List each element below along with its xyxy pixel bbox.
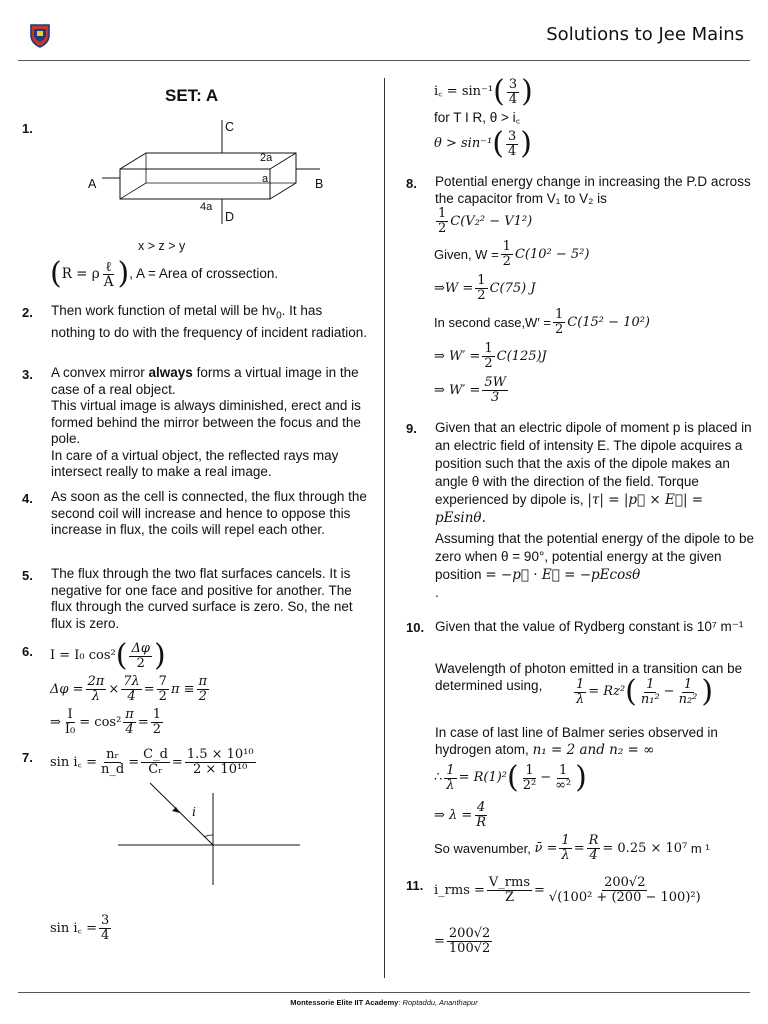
refraction-diagram xyxy=(110,775,310,890)
q10-rydberg-text: Given that the value of Rydberg constant is 10⁷ m⁻¹ xyxy=(435,619,744,634)
theta-condition: θ > sin⁻¹ ( $\frac{3}{4}$ ) xyxy=(434,126,532,161)
q10-wavelength-text: Wavelength of photon emitted in a transition can be determined using, xyxy=(435,661,743,693)
question-number: 5. xyxy=(22,568,33,583)
label-4a: 4a xyxy=(200,201,213,213)
q4-answer: As soon as the cell is connected, the flux through the second coil will increase and hence to oppose this increase in flux, the coils will repel each other. xyxy=(51,489,367,537)
q3-answer: A convex mirror always forms a virtual image in the case of a real object. This virtual image is always diminished, erect and is formed behind the mirror between the focus and the pole. In care of a virtual object, the reflected rays may intersect really to make a real image. xyxy=(51,365,361,479)
q10-balmer-text: In case of last line of Balmer series observed in hydrogen atom, n₁ = 2 and n₂ = ∞ xyxy=(435,725,718,758)
question-number: 6. xyxy=(22,644,33,659)
label-a-small: a xyxy=(262,173,269,185)
q8-text: Potential energy change in increasing the P.D across the capacitor from V₁ to V₂ is xyxy=(435,174,751,206)
page-header xyxy=(0,0,768,60)
footer-rule xyxy=(18,992,750,993)
q8-w2-result: ⇒ W′ = $\frac{1}{2}$ C(125)J xyxy=(434,341,547,371)
question-number: 10. xyxy=(406,620,425,635)
critical-angle-equation: sin i꜀ = $\frac{\text{nᵣ}}{n\_d}$ = $\frac{C\_d}{\text{Cᵣ}}$ = $\frac{\text{1.5 × 10¹⁰}}{\text{2 × 10¹⁰}}$ xyxy=(50,747,254,777)
label-2a: 2a xyxy=(260,152,273,164)
rydberg-formula: $\frac{1}{\lambda}$ = Rz² ( $\frac{1}{\text{n₁²}}$ − $\frac{1}{\text{n₂²}}$ ) xyxy=(576,674,714,709)
question-number: 2. xyxy=(22,305,33,320)
tir-condition: for T I R, θ > i꜀ xyxy=(434,110,521,125)
header-rule xyxy=(18,60,750,61)
rms-current-equation: i_rms = $\frac{\text{V\_rms}}{Z}$ = $\frac{200√2}{\text{√(100² + (200 − 100)²)}}$ xyxy=(434,875,701,905)
question-number: 9. xyxy=(406,421,417,436)
formula-lhs: R = ρ xyxy=(61,265,100,282)
phase-difference-equation: Δφ = $\frac{2\pi}{\lambda}$ × $\frac{7\lambda}{4}$ = $\frac{7}{2}$ π ≡ $\frac{\pi}{2}$ xyxy=(50,674,208,704)
lambda-result: ⇒ λ = $\frac{4}{R}$ xyxy=(434,800,487,830)
question-number: 8. xyxy=(406,176,417,191)
formula-note: , A = Area of crossection. xyxy=(129,265,279,281)
header-title: Solutions to Jee Mains xyxy=(546,24,744,45)
resistance-formula: ( R = ρ $\frac{\text{ℓ}}{A}$ ) , A = Area of crossection. xyxy=(50,256,279,291)
critical-angle-result: sin i꜀ = $\frac{3}{4}$ xyxy=(50,913,110,943)
question-number: 1. xyxy=(22,121,33,136)
footer-location: Roptaddu, Ananthapur xyxy=(402,998,478,1007)
question-number: 11. xyxy=(406,878,424,893)
academy-crest-icon xyxy=(28,22,52,48)
intensity-equation: I = I₀ cos² ( $\frac{\Delta\varphi}{2}$ ) xyxy=(50,638,166,673)
q9-answer: Given that an electric dipole of moment p is placed in an electric field of intensity E. The dipole acquires a position such that the axis of the dipole makes an angle θ with the direction of the field. Torque experienced by dipole is, |τ| = |p⃗ × E⃗| = pEsinθ. Assuming that the potential energy of the dipole to be zero when θ = 90°, potential energy at the given position = −p⃗ · E⃗ = −pEcosθ . xyxy=(435,420,754,600)
question-number: 4. xyxy=(22,491,33,506)
label-d: D xyxy=(225,210,235,224)
q8-w3-result: ⇒ W′ = $\frac{5W}{3}$ xyxy=(434,375,507,405)
label-a: A xyxy=(88,177,97,191)
question-number: 7. xyxy=(22,750,33,765)
q8-w-result: ⇒W = $\frac{1}{2}$ C(75) J xyxy=(434,273,536,303)
ray-label-i: i xyxy=(192,804,196,819)
ic-equation: i꜀ = sin⁻¹ ( $\frac{3}{4}$ ) xyxy=(434,74,533,109)
q2-answer: Then work function of metal will be $hv_0$. It has nothing to do with the frequency of incident radiation. xyxy=(51,303,367,341)
dimension-order: x > z > y xyxy=(138,239,186,253)
q8-energy-formula: $\frac{1}{2}$ C(V₂² − V1²) xyxy=(438,206,533,236)
q8-second-case: In second case,W′ = $\frac{1}{2}$ C(15² − 10²) xyxy=(434,307,651,337)
question-number: 3. xyxy=(22,367,33,382)
rms-current-result: = $\frac{200√2}{100√2}$ xyxy=(434,926,491,956)
label-c: C xyxy=(225,120,235,134)
page-footer: Montessorie Elite IIT Academy: Roptaddu, Ananthapur xyxy=(290,998,478,1007)
wavenumber-result: So wavenumber, ν̄ = $\frac{1}{\lambda}$ = $\frac{R}{4}$ = 0.25 × 10⁷ m ¹ xyxy=(434,833,710,863)
q8-given: Given, W = $\frac{1}{2}$ C(10² − 5²) xyxy=(434,239,590,269)
label-b: B xyxy=(315,177,324,191)
footer-academy: Montessorie Elite IIT Academy xyxy=(290,998,399,1007)
column-divider xyxy=(384,78,385,978)
set-title: SET: A xyxy=(165,86,219,105)
intensity-ratio-equation: ⇒ $\frac{I}{\text{I₀}}$ = cos² $\frac{\pi}{4}$ = $\frac{1}{2}$ xyxy=(50,707,162,737)
balmer-equation: ∴ $\frac{1}{\lambda}$ = R(1)² ( $\frac{1}{\text{2²}}$ − $\frac{1}{\text{∞²}}$ ) xyxy=(434,760,587,795)
q5-answer: The flux through the two flat surfaces cancels. It is negative for one face and positive for another. The flux through the curved surface is zero. So, the net flux is zero. xyxy=(51,566,353,631)
